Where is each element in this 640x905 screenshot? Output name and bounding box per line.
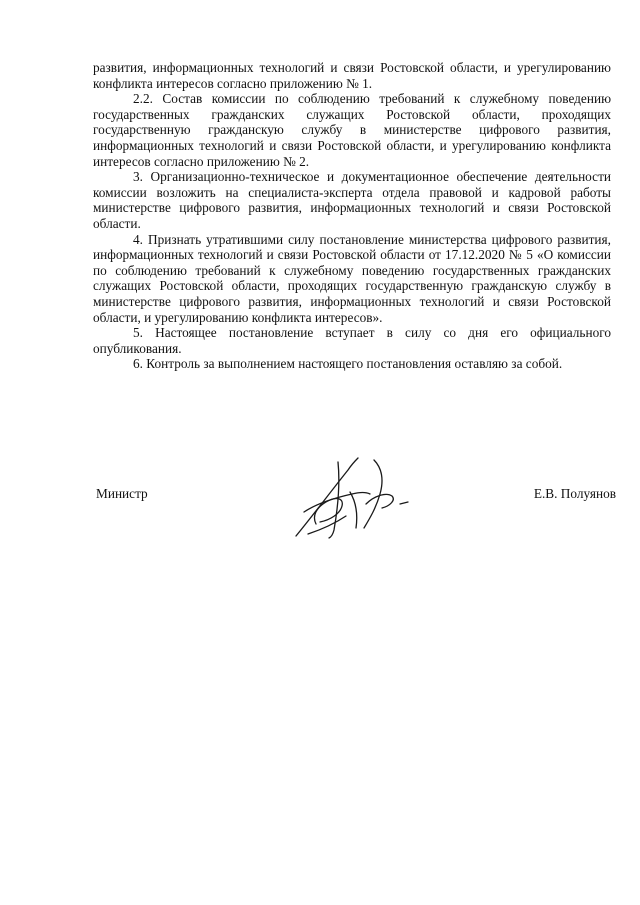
- handwritten-signature: [286, 452, 416, 547]
- paragraph-5: 5. Настоящее постановление вступает в силу со дня его официального опубликования.: [93, 325, 611, 356]
- paragraph-continuation: развития, информационных технологий и связи Ростовской области, и урегулированию конфликта интересов согласно приложению № 1.: [93, 60, 611, 91]
- signer-position: Министр: [96, 486, 148, 501]
- paragraph-6: 6. Контроль за выполнением настоящего постановления оставляю за собой.: [133, 356, 563, 372]
- signer-name: Е.В. Полуянов: [533, 486, 616, 501]
- paragraph-3: 3. Организационно-техническое и документационное обеспечение деятельности комиссии возложить на специалиста-эксперта отдела правовой и кадровой работы министерстве цифрового развития, информационных технологий и связи Ростовской области.: [93, 169, 611, 231]
- paragraph-2-2: 2.2. Состав комиссии по соблюдению требований к служебному поведению государственных гражданских служащих Ростовской области, проходящих государственную гражданскую службу в министерстве цифрового развития, информационных технологий и связи Ростовской области, и урегулированию конфликта интересов согласно приложению № 2.: [93, 91, 611, 169]
- paragraph-4: 4. Признать утратившими силу постановление министерства цифрового развития, информационных технологий и связи Ростовской области от 17.12.2020 № 5 «О комиссии по соблюдению требований к служебному поведению государственных гражданских служащих Ростовской области, проходящих государственную гражданскую службу в министерстве цифрового развития, информационных технологий и связи Ростовской области, и урегулированию конфликта интересов».: [93, 231, 611, 325]
- document-body: [93, 60, 611, 372]
